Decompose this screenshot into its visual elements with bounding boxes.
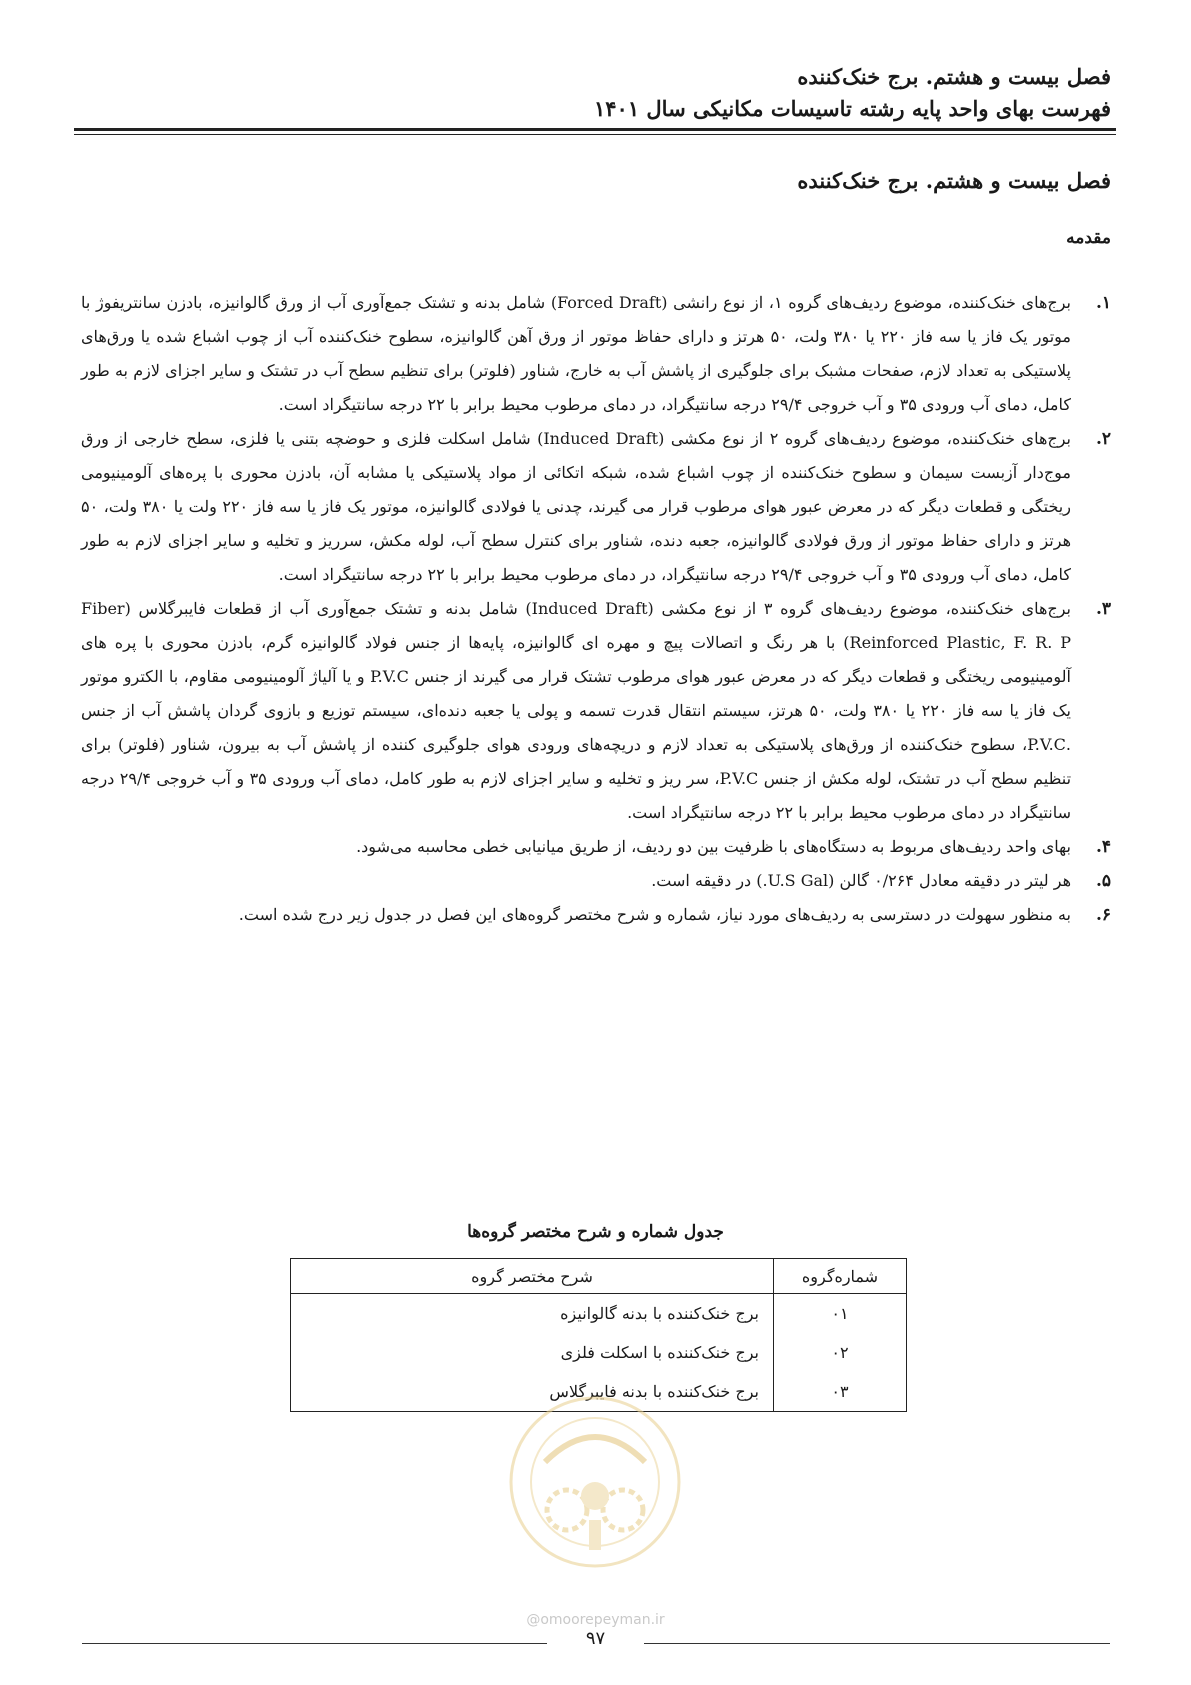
item-text: هر لیتر در دقیقه معادل ۰/۲۶۴ گالن (U.S Gal.) در دقیقه است. [651,871,1071,890]
item-text: برج‌های خنک‌کننده، موضوع ردیف‌های گروه ۲ از نوع مکشی (Induced Draft) شامل اسکلت فلزی و حوضچه بتنی یا فلزی، سطح خارجی از ورق موج‌دار آزبست سیمان و سطوح خنک‌کننده از چوب اشباع شده، شبکه اتکائی از مواد پلاستیکی یا مشابه آن، بادزن محوری با پره‌های آلومینیومی ریختگی و قطعات دیگر که در معرض عبور هوای مرطوب قرار می گیرند، چدنی یا فولادی گالوانیزه، موتور یک فاز یا سه فاز ۲۲۰ ولت یا ۳۸۰ ولت، ۵۰ هرتز و دارای حفاظ موتور از ورق فولادی گالوانیزه، جعبه دنده، شناور برای کنترل سطح آب، لوله مکش، سرریز و تخلیه و سایر اجزای لازم به طور کامل، دمای آب ورودی ۳۵ و آب خروجی ۲۹/۴ درجه سانتیگراد، در دمای مرطوب محیط برابر با ۲۲ درجه سانتیگراد است. [81,429,1072,584]
list-item [81,830,1111,864]
item-number: ۵. [1095,871,1111,891]
column-header-group-number: شماره‌گروه [774,1259,907,1294]
header-book-title: فهرست بهای واحد پایه رشته تاسیسات مکانیکی سال ۱۴۰۱ [593,96,1111,121]
page-number: ۹۷ [585,1628,606,1649]
watermark-logo-icon [505,1392,685,1572]
table-title: جدول شماره و شرح مختصر گروه‌ها [467,1222,724,1242]
group-number-cell: ۰۲ [774,1333,907,1372]
notes-list [81,286,1111,932]
group-description-cell: برج خنک‌کننده با اسکلت فلزی [291,1333,774,1372]
group-number-cell: ۰۳ [774,1372,907,1412]
header-rule-thin [74,134,1116,135]
item-text: بهای واحد ردیف‌های مربوط به دستگاه‌های با ظرفیت بین دو ردیف، از طریق میانیابی خطی محاسبه می‌شود. [356,837,1071,856]
item-text: به منظور سهولت در دسترسی به ردیف‌های مورد نیاز، شماره و شرح مختصر گروه‌های این فصل در جدول زیر درج شده است. [238,905,1071,924]
watermark-site-text: @omoorepeyman.ir [526,1612,665,1628]
list-item [81,286,1111,422]
group-description-cell: برج خنک‌کننده با بدنه گالوانیزه [291,1294,774,1334]
list-item [81,864,1111,898]
item-number: ۲. [1095,429,1111,449]
group-description-cell: برج خنک‌کننده با بدنه فایبرگلاس [291,1372,774,1412]
item-number: ۳. [1095,599,1111,619]
item-number: ۴. [1095,837,1111,857]
header-rule-thick [74,128,1116,131]
item-number: ۱. [1095,293,1111,313]
section-title: فصل بیست و هشتم. برج خنک‌کننده [797,168,1111,193]
item-text: برج‌های خنک‌کننده، موضوع ردیف‌های گروه ۳ از نوع مکشی (Induced Draft) شامل بدنه و تشتک جمع‌آوری آب از قطعات فایبرگلاس (Fiber Reinforced Plastic, F. R. P) با هر رنگ و اتصالات پیچ و مهره ای گالوانیزه، پایه‌ها از جنس فولاد گالوانیزه گرم، بادزن محوری با پره های آلومینیومی ریختگی و قطعات دیگر که در معرض عبور هوای مرطوب تشتک قرار می گیرند از جنس P.V.C و یا آلیاژ آلومینیومی مقاوم، با الکترو موتور یک فاز یا سه فاز ۲۲۰ یا ۳۸۰ ولت، ۵۰ هرتز، سیستم انتقال قدرت تسمه و پولی یا جعبه دنده‌ای، سیستم توزیع و بازوی گردان پاشش آب از جنس .P.V.C، سطوح خنک‌کننده از ورق‌های پلاستیکی به تعداد لازم و دریچه‌های ورودی هوای جلوگیری کننده از پاشش آب به بیرون، شناور (فلوتر) برای تنظیم سطح آب در تشتک، لوله مکش از جنس P.V.C، سر ریز و تخلیه و سایر اجزای لازم به طور کامل، دمای آب ورودی ۳۵ و آب خروجی ۲۹/۴ درجه سانتیگراد در دمای مرطوب محیط برابر با ۲۲ درجه سانتیگراد است. [81,599,1072,822]
column-header-group-description: شرح مختصر گروه [291,1259,774,1294]
header-chapter-title: فصل بیست و هشتم. برج خنک‌کننده [797,64,1111,89]
item-number: ۶. [1095,905,1111,925]
item-text: برج‌های خنک‌کننده، موضوع ردیف‌های گروه ۱، از نوع رانشی (Forced Draft) شامل بدنه و تشتک جمع‌آوری آب از ورق گالوانیزه، بادزن سانتریفوژ با موتور یک فاز یا سه فاز ۲۲۰ یا ۳۸۰ ولت، ۵۰ هرتز و دارای حفاظ موتور از ورق آهن گالوانیزه، سطوح خنک‌کننده آب از چوب اشباع شده یا ورق‌های پلاستیکی به تعداد لازم، صفحات مشبک برای جلوگیری از پاشش آب به خارج، شناور (فلوتر) برای تنظیم سطح آب در تشتک و سایر اجزای لازم به طور کامل، دمای آب ورودی ۳۵ و آب خروجی ۲۹/۴ درجه سانتیگراد، در دمای مرطوب محیط برابر با ۲۲ درجه سانتیگراد است. [81,293,1072,414]
list-item [81,592,1111,830]
list-item [81,898,1111,932]
intro-heading: مقدمه [1066,228,1111,248]
table-header-row [291,1259,907,1294]
group-number-cell: ۰۱ [774,1294,907,1334]
table-row [291,1333,907,1372]
groups-table [290,1258,907,1412]
page-header [81,62,1111,124]
table-row [291,1294,907,1334]
list-item [81,422,1111,592]
